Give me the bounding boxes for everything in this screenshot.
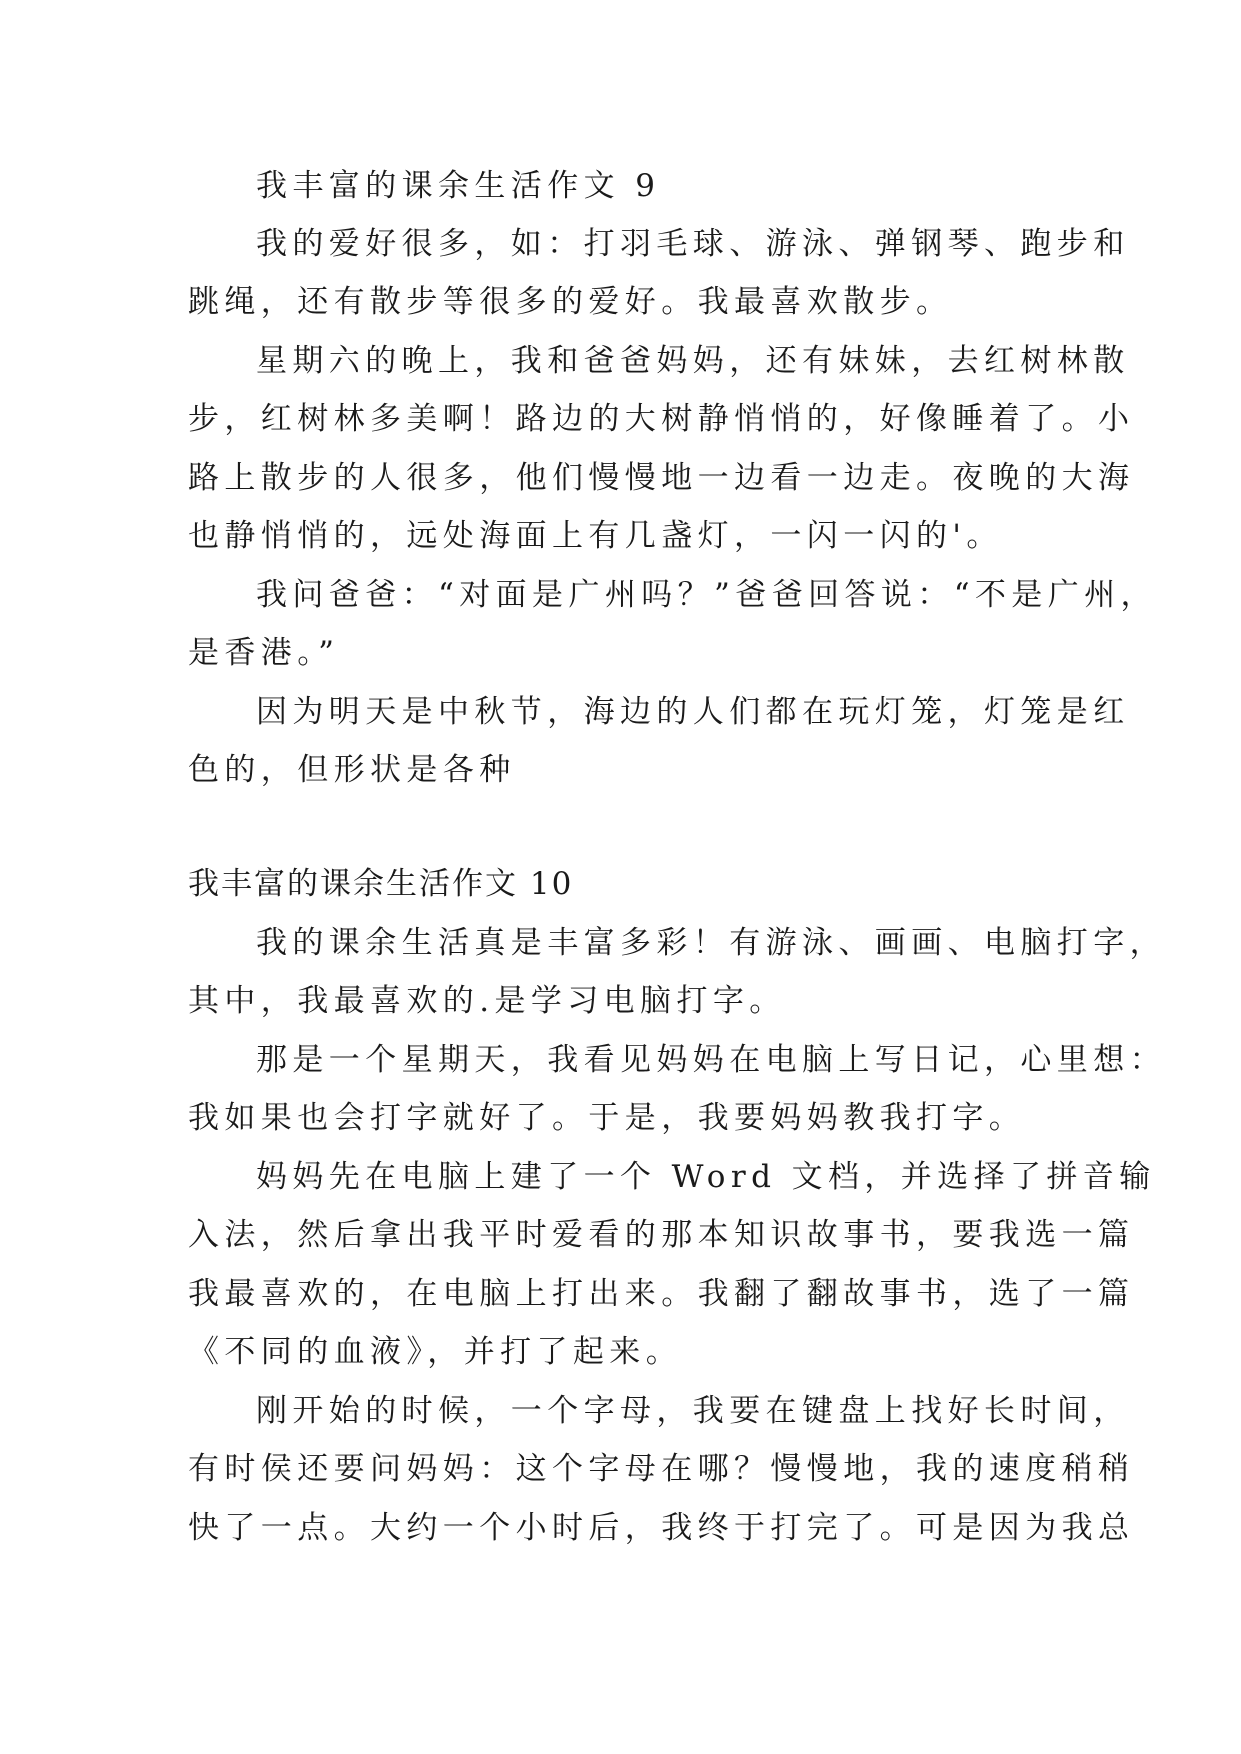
essay-9-line: 因为明天是中秋节，海边的人们都在玩灯笼，灯笼是红 xyxy=(256,694,1130,730)
essay-9-line: 跳绳，还有散步等很多的爱好。我最喜欢散步。 xyxy=(188,284,953,320)
essay-9-line: 是香港。” xyxy=(188,635,340,671)
essay-10-line: 妈妈先在电脑上建了一个 Word 文档，并选择了拼音输 xyxy=(256,1159,1156,1195)
essay-9-line: 星期六的晚上，我和爸爸妈妈，还有妹妹，去红树林散 xyxy=(256,343,1130,379)
essay-9-line: 我的爱好很多，如：打羽毛球、游泳、弹钢琴、跑步和 xyxy=(256,226,1130,262)
essay-10-line: 其中，我最喜欢的.是学习电脑打字。 xyxy=(188,983,786,1019)
essay-10-line: 快了一点。大约一个小时后，我终于打完了。可是因为我总 xyxy=(188,1510,1135,1546)
essay-10-line: 刚开始的时候，一个字母，我要在键盘上找好长时间， xyxy=(256,1393,1130,1429)
essay-10-line: 《不同的血液》，并打了起来。 xyxy=(188,1334,683,1370)
essay-10-line: 那是一个星期天，我看见妈妈在电脑上写日记，心里想： xyxy=(256,1042,1166,1078)
essay-9-line: 路上散步的人很多，他们慢慢地一边看一边走。夜晚的大海 xyxy=(188,460,1135,496)
essay-10-line: 入法，然后拿出我平时爱看的那本知识故事书，要我选一篇 xyxy=(188,1217,1135,1253)
essay-9-line: 我问爸爸：“对面是广州吗？”爸爸回答说：“不是广州， xyxy=(256,577,1157,613)
essay-10-line: 我如果也会打字就好了。于是，我要妈妈教我打字。 xyxy=(188,1100,1026,1136)
essay-10-line: 我的课余生活真是丰富多彩！有游泳、画画、电脑打字， xyxy=(256,925,1166,961)
essay-10-line: 有时侯还要问妈妈：这个字母在哪？慢慢地，我的速度稍稍 xyxy=(188,1451,1135,1487)
essay-9-title: 我丰富的课余生活作文 9 xyxy=(256,168,661,204)
essay-10-title: 我丰富的课余生活作文 10 xyxy=(188,866,574,902)
essay-9-line: 步，红树林多美啊！路边的大树静悄悄的，好像睡着了。小 xyxy=(188,401,1135,437)
essay-9-line: 色的，但形状是各种 xyxy=(188,752,516,788)
essay-9-line: 也静悄悄的，远处海面上有几盏灯，一闪一闪的'。 xyxy=(188,518,1003,554)
essay-10-line: 我最喜欢的，在电脑上打出来。我翻了翻故事书，选了一篇 xyxy=(188,1276,1135,1312)
